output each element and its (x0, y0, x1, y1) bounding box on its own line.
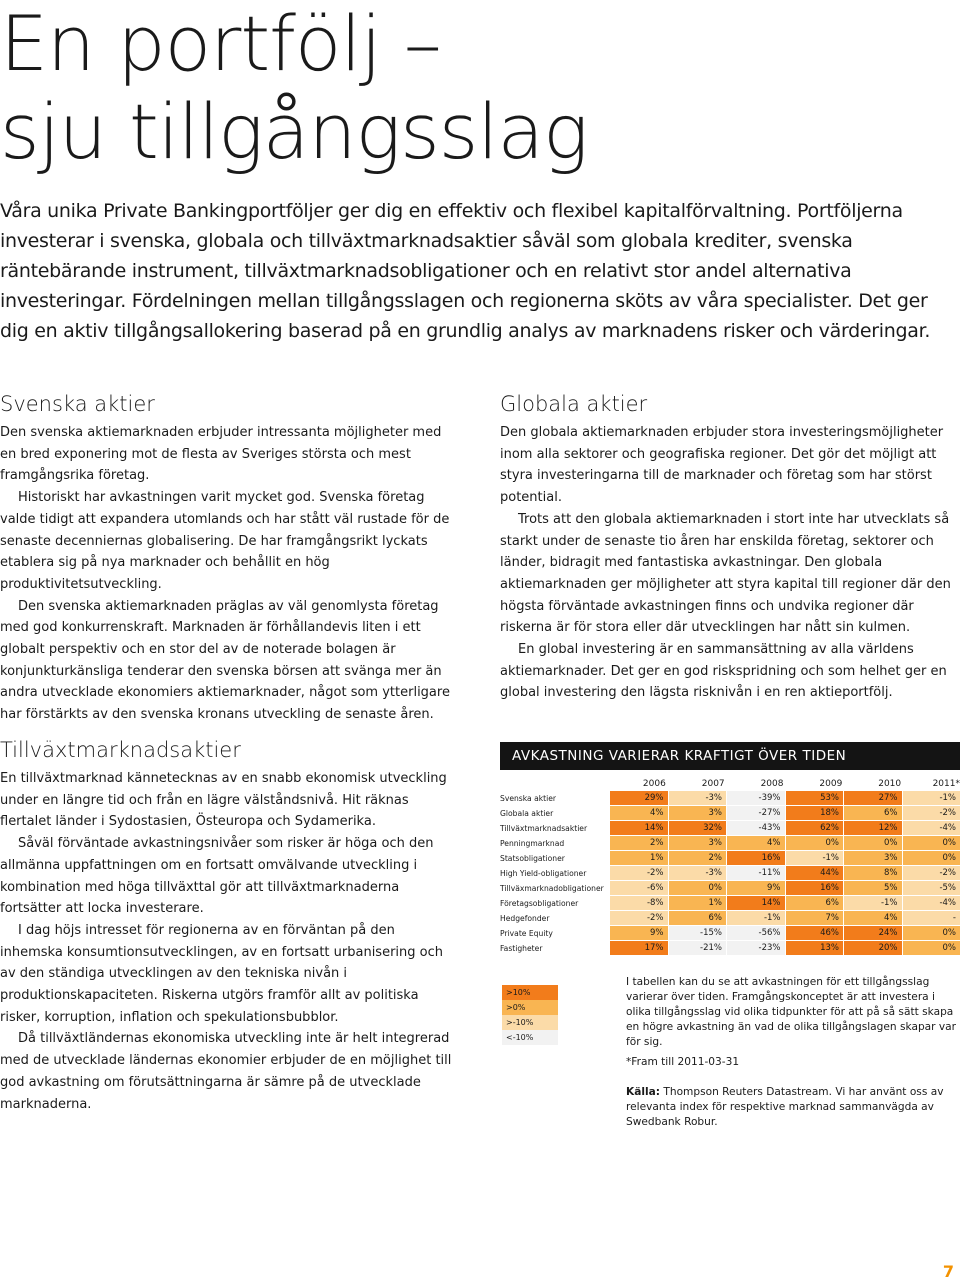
table-row-label: High Yield-obligationer (500, 869, 587, 878)
table-row-label: Globala aktier (500, 809, 554, 818)
legend-item-high: >10% (502, 985, 558, 1000)
table-cell: 1% (610, 851, 669, 865)
table-cell: -8% (610, 896, 669, 910)
table-cell: -2% (610, 866, 669, 880)
table-cell: -4% (903, 821, 960, 835)
table-footnote: *Fram till 2011-03-31 (626, 1056, 740, 1068)
table-row (610, 941, 960, 956)
table-cell: -1% (786, 851, 845, 865)
year-header-cell: 2007 (701, 779, 725, 789)
table-cell: 4% (610, 806, 669, 820)
table-row-label: Svenska aktier (500, 794, 557, 803)
table-cell: -2% (903, 866, 960, 880)
table-cell: 2% (610, 836, 669, 850)
table-cell: -3% (669, 866, 728, 880)
legend-item-slight-negative: >-10% (502, 1015, 558, 1030)
year-header-cell: 2011* (932, 779, 960, 789)
table-row-label: Penningmarknad (500, 839, 565, 848)
table-row (610, 881, 960, 896)
table-row-label: Private Equity (500, 929, 553, 938)
table-cell: 4% (844, 911, 903, 925)
table-cell: 2% (669, 851, 728, 865)
table-cell: 14% (727, 896, 786, 910)
table-cell: 62% (786, 821, 845, 835)
table-cell: -1% (727, 911, 786, 925)
table-cell: 46% (786, 926, 845, 940)
table-cell: 53% (786, 791, 845, 805)
table-row (610, 911, 960, 926)
table-cell: 3% (669, 836, 728, 850)
table-cell: 9% (610, 926, 669, 940)
table-row (610, 926, 960, 941)
page-title-line-1: En portfölj – (0, 0, 441, 88)
table-cell: -15% (669, 926, 728, 940)
source-note (626, 1085, 960, 1130)
table-cell: -1% (844, 896, 903, 910)
table-row (610, 806, 960, 821)
table-cell: -5% (903, 881, 960, 895)
table-cell: 24% (844, 926, 903, 940)
section-globala-aktier (500, 390, 955, 704)
section-paragraph: Den svenska aktiemarknaden präglas av väl genomlysta företag med god konkurrenskraft. Marknaden är förhållandevis liten i ett globalt perspektiv och en stor del av de noterade bolagen är konjunkturkänsliga tenderar den svenska börsen att svänga mer än andra utvecklade ekonomiers aktiemarknader, något som ytterligare har förstärkts av den svenska kronans utveckling de senaste åren. (0, 598, 450, 723)
table-cell: 3% (844, 851, 903, 865)
section-paragraph: En tillväxtmarknad kännetecknas av en snabb ekonomisk utveckling under en längre tid och från en lägre välståndsnivå. Hit räknas flertalet länder i Sydostasien, Östeuropa och Sydamerika. (0, 771, 447, 830)
table-cell: 29% (610, 791, 669, 805)
year-header-cell: 2008 (760, 779, 784, 789)
section-tillvaxtmarknadsaktier (0, 736, 460, 1115)
table-cell: 16% (727, 851, 786, 865)
page-title-line-2: sju tillgångsslag (0, 87, 588, 176)
table-cell: 0% (903, 836, 960, 850)
section-paragraph: Den globala aktiemarknaden erbjuder stora investeringsmöjligheter inom alla sektorer och geografiska regioner. Det gör det möjligt att styra investeringarna till de marknader och företag som har störst potential. (500, 425, 944, 506)
table-cell: -3% (669, 791, 728, 805)
table-cell: -11% (727, 866, 786, 880)
table-cell: 32% (669, 821, 728, 835)
table-row (610, 791, 960, 806)
table-cell: 9% (727, 881, 786, 895)
section-paragraph: Då tillväxtländernas ekonomiska utveckling inte är helt integrerad med de utvecklade ländernas ekonomier erbjuder de en möjlighet till god avkastning om förutsättningarna är sämre på de utvecklade marknaderna. (0, 1031, 452, 1112)
section-heading: Tillväxtmarknadsaktier (0, 738, 241, 762)
table-cell: 0% (786, 836, 845, 850)
table-cell: 0% (844, 836, 903, 850)
section-heading: Globala aktier (500, 392, 648, 416)
table-cell: 6% (844, 806, 903, 820)
table-cell: 6% (669, 911, 728, 925)
table-cell: 27% (844, 791, 903, 805)
table-cell: 18% (786, 806, 845, 820)
source-label: Källa: (626, 1086, 661, 1098)
section-svenska-aktier (0, 390, 460, 726)
table-cell: -4% (903, 896, 960, 910)
table-cell: 44% (786, 866, 845, 880)
table-row-label: Företagsobligationer (500, 899, 579, 908)
table-cell: 14% (610, 821, 669, 835)
year-header-cell: 2006 (642, 779, 666, 789)
section-paragraph: I dag höjs intresset för regionerna av en förväntan på den inhemska konsumtionsutvecklingen, av en fortsatt urbanisering och av den ständiga utvecklingen av den tekniska nivån i produktionskapaciteten. Riskerna utgörs framför allt av politiska risker, korruption, inflation och spekulationsbubblor. (0, 922, 443, 1025)
page-title (0, 0, 588, 176)
section-paragraph: Trots att den globala aktiemarknaden i stort inte har utvecklats så starkt under de senaste tio åren har enskilda företag, sektorer och länder, bidragit med fantastiska avkastningar. Den globala aktiemarknaden ger möjligheter att styra kapital till regioner där den högsta förväntade avkastningen finns och undvika regioner där riskerna är för stora eller där utvecklingen har nått sin kulmen. (500, 511, 951, 636)
intro-paragraph: Våra unika Private Bankingportföljer ger dig en effektiv och flexibel kapitalförvaltning. Portföljerna investerar i svenska, globala och tillväxtmarknadsaktier såväl som globala krediter, svenska räntebärande instrument, tillväxtmarknadsobligationer och en relativt stor andel alternativa investeringar. Fördelningen mellan tillgångsslagen och regionerna sköts av våra specialister. Det ger dig en aktiv tillgångsallokering baserad på en grundlig analys av marknadens risker och värderingar. (0, 200, 931, 342)
table-cell: -2% (610, 911, 669, 925)
table-year-header (610, 778, 960, 790)
table-cell: 1% (669, 896, 728, 910)
table-row (610, 866, 960, 881)
table-cell: -6% (610, 881, 669, 895)
year-header-cell: 2009 (819, 779, 843, 789)
table-cell: 8% (844, 866, 903, 880)
table-cell: -1% (903, 791, 960, 805)
table-cell: 4% (727, 836, 786, 850)
table-cell: -27% (727, 806, 786, 820)
legend-item-negative: <-10% (502, 1030, 558, 1045)
source-text: Thompson Reuters Datastream. Vi har använt oss av relevanta index för respektive marknad sammanvägda av Swedbank Robur. (626, 1086, 944, 1128)
year-header-cell: 2010 (878, 779, 902, 789)
table-cell: 13% (786, 941, 845, 955)
table-row-label: Statsobligationer (500, 854, 565, 863)
table-cell: 17% (610, 941, 669, 955)
table-note: I tabellen kan du se att avkastningen för ett tillgångsslag varierar över tiden. Framgångskonceptet är att investera i olika tillgångsslag vid olika tidpunkter för att på så sätt skapa en högre avkastning än vad de olika tillgångslagen skapar var för sig. (626, 976, 957, 1048)
color-legend (502, 985, 558, 1045)
table-row-label: Fastigheter (500, 944, 543, 953)
section-paragraph: En global investering är en sammansättning av alla världens aktiemarknader. Det ger en god riskspridning och som helhet ger en global investering den lägsta risknivån i en ren aktieportfölj. (500, 642, 947, 701)
table-title-bar: AVKASTNING VARIERAR KRAFTIGT ÖVER TIDEN (500, 742, 960, 770)
table-cell: -43% (727, 821, 786, 835)
table-cell: 12% (844, 821, 903, 835)
table-cell: 3% (669, 806, 728, 820)
table-row (610, 851, 960, 866)
page-number: 7 (942, 1262, 954, 1281)
table-cell: 0% (903, 926, 960, 940)
table-cell: 6% (786, 896, 845, 910)
table-cell: -56% (727, 926, 786, 940)
table-row (610, 821, 960, 836)
table-cell: 20% (844, 941, 903, 955)
section-heading: Svenska aktier (0, 392, 155, 416)
table-cell: 0% (669, 881, 728, 895)
table-cell: 0% (903, 851, 960, 865)
table-cell: 7% (786, 911, 845, 925)
table-cell: -39% (727, 791, 786, 805)
table-cell: -21% (669, 941, 728, 955)
section-paragraph: Såväl förväntade avkastningsnivåer som risker är höga och den allmänna uppfattningen om en fortsatt omvälvande utveckling i kombination med höga tillväxttal gör att tillväxtmarknaderna fortsätter att locka investerare. (0, 836, 434, 917)
table-row-label: Tillväxtmarknadsaktier (500, 824, 588, 833)
table-cell: -23% (727, 941, 786, 955)
section-paragraph: Den svenska aktiemarknaden erbjuder intressanta möjligheter med en bred exponering mot de flesta av Sveriges största och mest framgångsrika företag. (0, 425, 442, 484)
table-cell: 5% (844, 881, 903, 895)
table-cell: 0% (903, 941, 960, 955)
table-row-label: Hedgefonder (500, 914, 550, 923)
table-row (610, 896, 960, 911)
table-cell: 16% (786, 881, 845, 895)
table-row-labels (500, 791, 610, 956)
table-row (610, 836, 960, 851)
table-row-label: Tillväxmarknadobligationer (500, 884, 604, 893)
table-cell: - (903, 911, 960, 925)
legend-item-positive: >0% (502, 1000, 558, 1015)
returns-table (610, 791, 960, 956)
section-paragraph: Historiskt har avkastningen varit mycket god. Svenska företag valde tidigt att expandera utomlands och har stått väl rustade för de senaste decenniernas globalisering. De har framgångsrikt lyckats etablera sig på nya marknader och behållit en hög produktivitetsutveckling. (0, 490, 450, 592)
table-cell: -2% (903, 806, 960, 820)
